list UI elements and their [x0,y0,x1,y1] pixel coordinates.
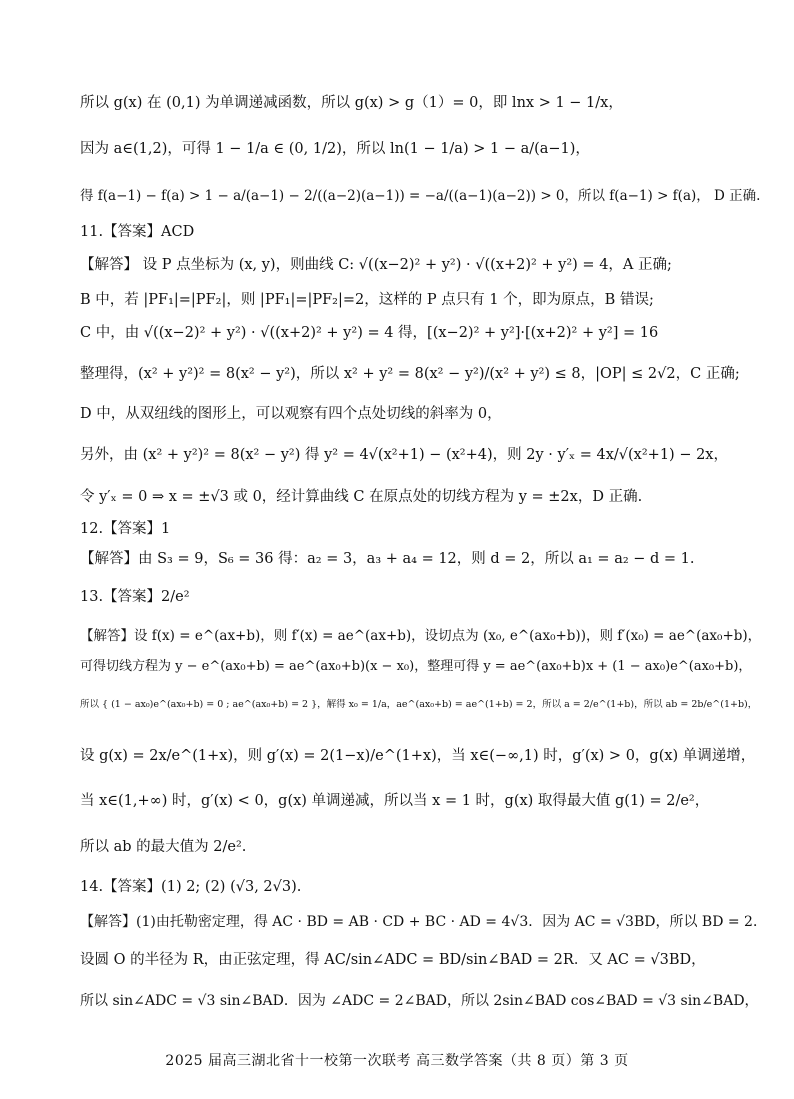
text-line: 所以 { (1 − ax₀)e^(ax₀+b) = 0 ; ae^(ax₀+b) = 2 }，解得 x₀ = 1/a，ae^(ax₀+b) = ae^(1+b) = 2，所以 a = 2/e^(1+b)，所以 ab = 2b/e^(1+b)， [80,699,758,710]
page-footer: 2025 届高三湖北省十一校第一次联考 高三数学答案（共 8 页）第 3 页 [165,1053,629,1069]
text-line: 【解答】由 S₃ = 9，S₆ = 36 得：a₂ = 3，a₃ + a₄ = 12，则 d = 2，所以 a₁ = a₂ − d = 1. [80,551,695,567]
question-14-answer: 14.【答案】(1) 2; (2) (√3, 2√3). [80,879,302,895]
text-line: B 中，若 |PF₁|=|PF₂|，则 |PF₁|=|PF₂|=2，这样的 P 点只有 1 个，即为原点，B 错误; [80,292,654,308]
text-line: 【解答】 设 P 点坐标为 (x, y)，则曲线 C: √((x−2)² + y²) · √((x+2)² + y²) = 4，A 正确; [80,257,672,273]
text-line: 所以 ab 的最大值为 2/e². [80,839,247,855]
text-line: 所以 sin∠ADC = √3 sin∠BAD．因为 ∠ADC = 2∠BAD，所以 2sin∠BAD cos∠BAD = √3 sin∠BAD， [80,993,759,1009]
question-12-answer: 12.【答案】1 [80,521,171,537]
text-line: 设圆 O 的半径为 R，由正弦定理，得 AC/sin∠ADC = BD/sin∠BAD = 2R．又 AC = √3BD， [80,952,706,968]
question-11-answer: 11.【答案】ACD [80,224,195,240]
text-line: 整理得，(x² + y²)² = 8(x² − y²)，所以 x² + y² = 8(x² − y²)/(x² + y²) ≤ 8，|OP| ≤ 2√2，C 正确; [80,366,740,382]
text-line: 可得切线方程为 y − e^(ax₀+b) = ae^(ax₀+b)(x − x₀)，整理可得 y = ae^(ax₀+b)x + (1 − ax₀)e^(ax₀+b)， [80,659,752,674]
text-line: 【解答】设 f(x) = e^(ax+b)，则 f′(x) = ae^(ax+b)，设切点为 (x₀, e^(ax₀+b))，则 f′(x₀) = ae^(ax₀+b)， [80,628,762,644]
text-line: 当 x∈(1,+∞) 时，g′(x) < 0，g(x) 单调递减，所以当 x = 1 时，g(x) 取得最大值 g(1) = 2/e²， [80,793,710,809]
question-13-answer: 13.【答案】2/e² [80,589,190,605]
text-line: 【解答】(1)由托勒密定理，得 AC · BD = AB · CD + BC · AD = 4√3．因为 AC = √3BD，所以 BD = 2． [80,914,767,930]
text-line: 设 g(x) = 2x/e^(1+x)，则 g′(x) = 2(1−x)/e^(1+x)，当 x∈(−∞,1) 时，g′(x) > 0，g(x) 单调递增， [80,748,756,764]
text-line: 所以 g(x) 在 (0,1) 为单调递减函数，所以 g(x) > g（1）= 0，即 lnx > 1 − 1/x， [80,95,623,111]
text-line: 令 y′ₓ = 0 ⇒ x = ±√3 或 0，经计算曲线 C 在原点处的切线方程为 y = ±2x，D 正确. [80,489,643,505]
text-line: 得 f(a−1) − f(a) > 1 − a/(a−1) − 2/((a−2)(a−1)) = −a/((a−1)(a−2)) > 0，所以 f(a−1) > f(a)， D 正确. [80,188,761,204]
text-line: 另外，由 (x² + y²)² = 8(x² − y²) 得 y² = 4√(x²+1) − (x²+4)，则 2y · y′ₓ = 4x/√(x²+1) − 2x， [80,447,728,463]
text-line: D 中，从双纽线的图形上，可以观察有四个点处切线的斜率为 0， [80,406,502,422]
text-line: 因为 a∈(1,2)，可得 1 − 1/a ∈ (0, 1/2)，所以 ln(1 − 1/a) > 1 − a/(a−1)， [80,141,590,157]
text-line: C 中，由 √((x−2)² + y²) · √((x+2)² + y²) = 4 得，[(x−2)² + y²]·[(x+2)² + y²] = 16 [80,325,659,341]
